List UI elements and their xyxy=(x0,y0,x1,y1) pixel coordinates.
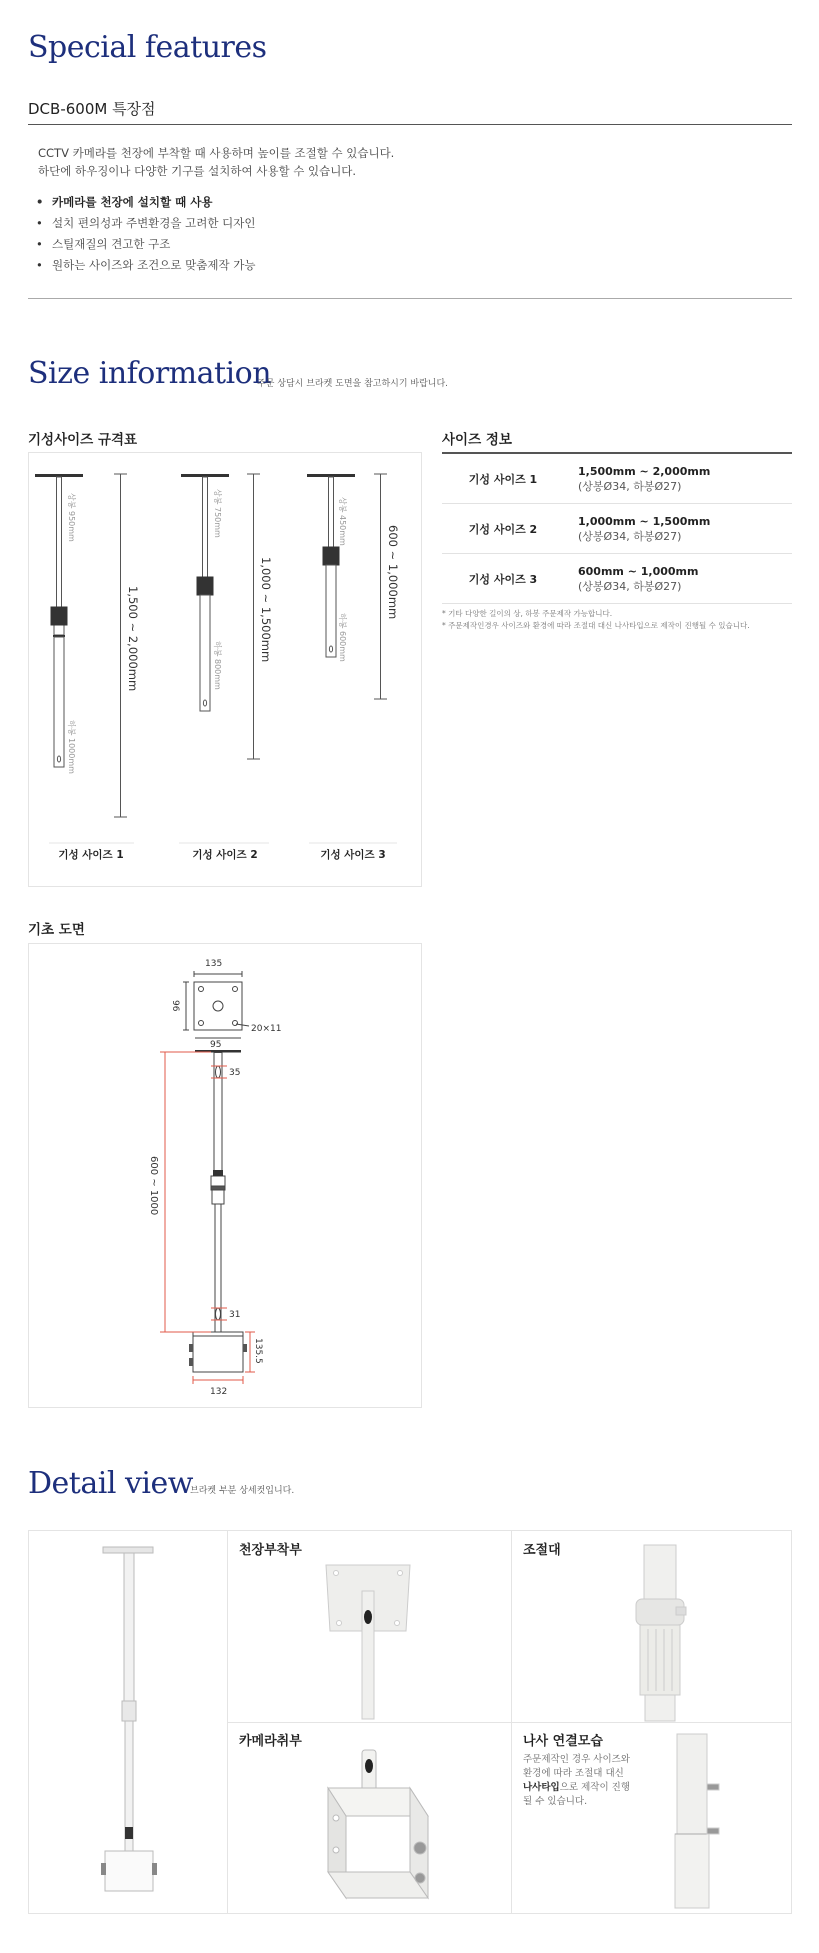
intro-line-1: CCTV 카메라를 천장에 부착할 때 사용하며 높이를 조절할 수 있습니다. xyxy=(38,146,395,160)
adjuster-image xyxy=(512,1531,792,1722)
feature-item: • 설치 편의성과 주변환경을 고려한 디자인 xyxy=(30,213,255,234)
size-chart-title: 기성사이즈 규격표 xyxy=(28,432,138,448)
screw-text-rest: 으로 제작이 진행 xyxy=(559,1782,630,1793)
ceiling-mount-image xyxy=(228,1531,511,1722)
table-row xyxy=(442,504,792,554)
technical-drawing xyxy=(29,944,421,1407)
dim-pole-width: 95 xyxy=(210,1040,222,1050)
pole-1-lower-label: 하봉 1000mm xyxy=(67,720,76,774)
pole-1-label: 기성 사이즈 1 xyxy=(58,849,124,861)
table-row xyxy=(442,453,792,504)
size-diameter: (상봉Ø34, 하봉Ø27) xyxy=(578,529,682,543)
dim-bottom-slot: 31 xyxy=(229,1310,241,1320)
screw-description xyxy=(523,1753,643,1809)
size-diameter: (상봉Ø34, 하봉Ø27) xyxy=(578,579,682,593)
size-range: 1,500mm ~ 2,000mm xyxy=(578,464,711,478)
dim-length: 600 ~ 1000 xyxy=(148,1156,159,1216)
size-information-title: Size information xyxy=(28,356,272,391)
pole-3-range: 600 ~ 1,000mm xyxy=(386,525,400,620)
drawing-title: 기초 도면 xyxy=(28,922,85,938)
feature-item: • 원하는 사이즈와 조건으로 맞춤제작 가능 xyxy=(30,255,255,276)
screw-text-line: 환경에 따라 조절대 대신 xyxy=(523,1768,624,1779)
pole-size-diagram xyxy=(29,453,421,886)
intro-line-2: 하단에 하우징이나 다양한 기구를 설치하여 사용할 수 있습니다. xyxy=(38,164,357,178)
size-info-table xyxy=(442,452,792,604)
dim-box-height: 135.5 xyxy=(253,1338,263,1364)
fine-print-line: * 기타 다양한 길이의 상, 하봉 주문제작 가능합니다. xyxy=(442,609,613,618)
size-fine-print xyxy=(442,608,792,632)
divider xyxy=(28,298,792,299)
screw-connection-image xyxy=(649,1722,792,1913)
divider xyxy=(28,124,792,125)
size-name: 기성 사이즈 3 xyxy=(442,554,564,604)
pole-1-upper-label: 상봉 950mm xyxy=(67,493,76,542)
detail-view-note: 브라켓 부분 상세컷입니다. xyxy=(190,1486,295,1496)
pole-3-lower-label: 하봉 600mm xyxy=(338,613,347,662)
screw-text-bold: 나사타입 xyxy=(523,1782,560,1793)
model-title: DCB-600M 특장점 xyxy=(28,100,156,118)
detail-label-adjust: 조절대 xyxy=(523,1543,561,1558)
feature-item: • 카메라를 천장에 설치할 때 사용 xyxy=(30,192,255,213)
pole-2-upper-label: 상봉 750mm xyxy=(213,489,222,538)
dim-top-slot: 35 xyxy=(229,1068,241,1078)
detail-view-title: Detail view xyxy=(28,1466,193,1501)
detail-grid xyxy=(28,1530,792,1914)
pole-2-lower-label: 하봉 800mm xyxy=(213,641,222,690)
size-information-note: 주문 상담시 브라켓 도면을 참고하시기 바랍니다. xyxy=(257,379,449,389)
size-diameter: (상봉Ø34, 하봉Ø27) xyxy=(578,479,682,493)
pole-2-label: 기성 사이즈 2 xyxy=(192,849,258,861)
detail-label-camera: 카메라취부 xyxy=(239,1734,302,1749)
size-range: 600mm ~ 1,000mm xyxy=(578,564,699,578)
size-value xyxy=(564,554,792,604)
detail-label-screw: 나사 연결모습 xyxy=(523,1734,603,1749)
fine-print-line: * 주문제작인경우 사이즈와 환경에 따라 조절대 대신 나사타입으로 제작이 진행될 수 있습니다. xyxy=(442,621,750,630)
screw-text-line: 주문제작인 경우 사이즈와 xyxy=(523,1754,630,1765)
screw-text-line: 될 수 있습니다. xyxy=(523,1796,588,1807)
pole-3-label: 기성 사이즈 3 xyxy=(320,849,386,861)
size-table-title: 사이즈 정보 xyxy=(442,432,512,448)
dim-box-width: 132 xyxy=(210,1387,228,1397)
size-value xyxy=(564,504,792,554)
pole-3-upper-label: 상봉 450mm xyxy=(338,497,347,546)
detail-label-ceiling: 천장부착부 xyxy=(239,1543,302,1558)
camera-mount-image xyxy=(228,1722,511,1913)
dim-plate-height: 96 xyxy=(170,1000,180,1012)
intro-text xyxy=(38,144,394,180)
pole-2-range: 1,000 ~ 1,500mm xyxy=(259,557,273,663)
size-value xyxy=(564,453,792,504)
feature-list xyxy=(30,192,255,276)
size-name: 기성 사이즈 1 xyxy=(442,453,564,504)
feature-item: • 스틸재질의 견고한 구조 xyxy=(30,234,255,255)
size-name: 기성 사이즈 2 xyxy=(442,504,564,554)
pole-1-range: 1,500 ~ 2,000mm xyxy=(126,586,140,692)
dim-plate-width: 135 xyxy=(205,959,223,969)
screw-text-line xyxy=(523,1781,643,1795)
special-features-title: Special features xyxy=(28,30,267,65)
bracket-full-image xyxy=(29,1531,227,1913)
size-chart-box xyxy=(28,452,422,887)
dim-hole: 20×11 xyxy=(251,1024,282,1034)
table-row xyxy=(442,554,792,604)
drawing-box xyxy=(28,943,422,1408)
size-range: 1,000mm ~ 1,500mm xyxy=(578,514,711,528)
